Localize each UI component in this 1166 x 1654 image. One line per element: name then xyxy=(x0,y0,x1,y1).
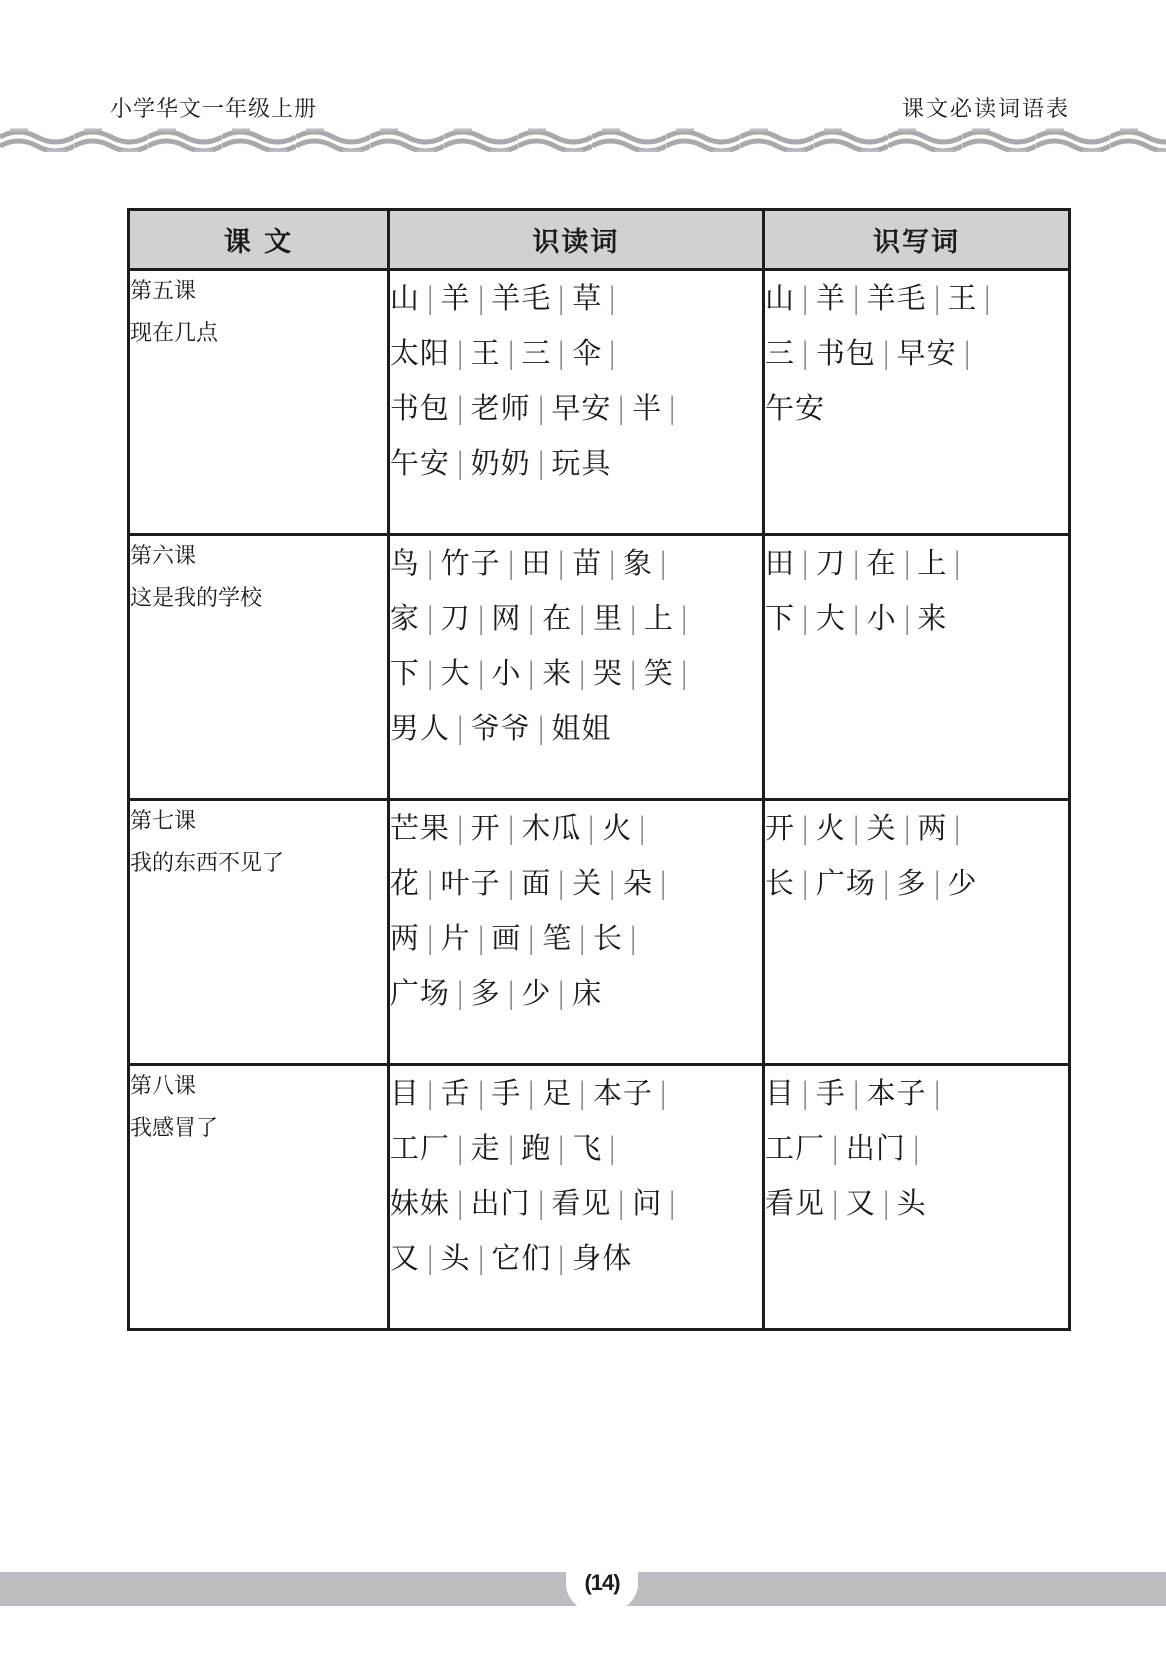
word-separator: | xyxy=(660,546,667,580)
vocab-word: 早安 xyxy=(551,391,612,425)
word-separator: | xyxy=(852,811,860,845)
vocab-word: 它们 xyxy=(491,1241,552,1275)
word-separator: | xyxy=(609,546,616,580)
word-separator: | xyxy=(427,866,434,900)
vocab-word: 目 xyxy=(389,1076,420,1110)
word-line xyxy=(390,1066,762,1121)
word-separator: | xyxy=(579,1076,586,1110)
vocab-word: 走 xyxy=(470,1131,501,1165)
word-separator: | xyxy=(680,601,688,635)
vocab-word: 关 xyxy=(866,811,897,845)
vocab-word: 羊 xyxy=(815,281,846,315)
vocab-word: 工厂 xyxy=(389,1131,450,1165)
table-row xyxy=(129,535,1070,800)
vocab-word: 出门 xyxy=(470,1186,531,1220)
word-separator: | xyxy=(882,336,890,370)
word-separator: | xyxy=(903,811,911,845)
page-number-badge xyxy=(566,1562,638,1614)
word-line xyxy=(390,591,762,646)
word-line xyxy=(765,1066,1068,1121)
lesson-cell xyxy=(129,535,389,800)
column-header-read-words: 识读词 xyxy=(388,210,763,270)
word-line xyxy=(390,856,762,911)
vocab-word: 画 xyxy=(491,921,522,955)
vocab-word: 广场 xyxy=(389,976,450,1010)
vocab-word: 头 xyxy=(440,1241,471,1275)
word-separator: | xyxy=(630,921,637,955)
word-separator: | xyxy=(457,391,464,425)
word-line xyxy=(390,381,762,436)
word-separator: | xyxy=(477,1241,485,1275)
word-separator: | xyxy=(912,1131,920,1165)
word-separator: | xyxy=(933,866,941,900)
page-number: (14) xyxy=(584,1570,620,1595)
word-separator: | xyxy=(832,1131,839,1165)
write-words-cell xyxy=(764,1065,1070,1330)
lesson-number: 第八课 xyxy=(130,1074,197,1099)
word-separator: | xyxy=(882,1186,890,1220)
vocab-word: 羊 xyxy=(440,281,471,315)
vocab-word: 火 xyxy=(815,811,846,845)
vocab-word: 身体 xyxy=(572,1241,633,1275)
vocab-word: 象 xyxy=(623,546,654,580)
word-separator: | xyxy=(882,866,890,900)
vocab-word: 在 xyxy=(866,546,897,580)
book-title: 小学华文一年级上册 xyxy=(110,97,318,122)
word-separator: | xyxy=(457,1131,464,1165)
read-words-cell xyxy=(388,535,763,800)
word-separator: | xyxy=(528,656,536,690)
word-separator: | xyxy=(528,1076,536,1110)
word-separator: | xyxy=(558,336,566,370)
word-line xyxy=(390,326,762,381)
lesson-cell xyxy=(129,800,389,1065)
vocab-word: 广场 xyxy=(815,866,876,900)
word-separator: | xyxy=(457,976,464,1010)
word-line xyxy=(390,271,762,326)
vocab-word: 书包 xyxy=(389,391,450,425)
word-separator: | xyxy=(427,1241,434,1275)
lesson-number: 第六课 xyxy=(130,544,197,569)
word-separator: | xyxy=(903,546,911,580)
word-separator: | xyxy=(558,281,566,315)
word-separator: | xyxy=(457,711,464,745)
vocab-word: 刀 xyxy=(815,546,846,580)
word-separator: | xyxy=(558,976,566,1010)
word-separator: | xyxy=(537,1186,545,1220)
word-separator: | xyxy=(427,601,434,635)
word-separator: | xyxy=(660,866,667,900)
word-separator: | xyxy=(427,656,434,690)
word-separator: | xyxy=(427,281,434,315)
vocab-word: 又 xyxy=(845,1186,876,1220)
word-line xyxy=(390,1231,762,1286)
lesson-title: 我感冒了 xyxy=(130,1116,219,1141)
vocab-word: 早安 xyxy=(896,336,957,370)
vocab-word: 看见 xyxy=(551,1186,612,1220)
word-separator: | xyxy=(609,1131,616,1165)
vocab-word: 网 xyxy=(491,601,522,635)
word-separator: | xyxy=(558,1131,566,1165)
word-line xyxy=(765,271,1068,326)
word-separator: | xyxy=(427,921,434,955)
word-separator: | xyxy=(477,1076,485,1110)
vocab-word: 手 xyxy=(491,1076,522,1110)
vocab-word: 火 xyxy=(602,811,633,845)
table-row xyxy=(129,800,1070,1065)
word-separator: | xyxy=(477,921,485,955)
word-separator: | xyxy=(579,921,586,955)
vocab-word: 妹妹 xyxy=(389,1186,450,1220)
vocab-word: 爷爷 xyxy=(470,711,531,745)
vocab-word: 家 xyxy=(389,601,420,635)
word-line xyxy=(390,801,762,856)
word-line xyxy=(765,801,1068,856)
word-line xyxy=(390,911,762,966)
word-separator: | xyxy=(477,281,485,315)
word-separator: | xyxy=(660,1076,667,1110)
word-separator: | xyxy=(802,281,809,315)
column-header-lesson: 课 文 xyxy=(129,210,389,270)
lesson-cell xyxy=(129,1065,389,1330)
word-separator: | xyxy=(680,656,688,690)
word-separator: | xyxy=(984,281,992,315)
word-separator: | xyxy=(457,1186,464,1220)
vocab-word: 午安 xyxy=(765,391,826,425)
word-separator: | xyxy=(903,601,911,635)
vocab-word: 长 xyxy=(593,921,624,955)
word-separator: | xyxy=(457,446,464,480)
vocab-word: 草 xyxy=(572,281,603,315)
vocab-word: 山 xyxy=(389,281,420,315)
word-separator: | xyxy=(507,976,515,1010)
word-separator: | xyxy=(579,601,586,635)
vocab-word: 本子 xyxy=(866,1076,927,1110)
column-header-write-words: 识写词 xyxy=(764,210,1070,270)
word-separator: | xyxy=(507,336,515,370)
vocab-word: 两 xyxy=(389,921,420,955)
vocab-word: 伞 xyxy=(572,336,603,370)
vocab-word: 跑 xyxy=(521,1131,552,1165)
vocab-word: 开 xyxy=(470,811,501,845)
vocab-word: 奶奶 xyxy=(470,446,531,480)
vocab-word: 三 xyxy=(521,336,552,370)
vocab-word: 笑 xyxy=(643,656,674,690)
word-separator: | xyxy=(639,811,646,845)
word-line xyxy=(390,536,762,591)
vocab-word: 两 xyxy=(917,811,948,845)
vocab-word: 开 xyxy=(765,811,796,845)
word-separator: | xyxy=(630,656,637,690)
vocab-word: 来 xyxy=(917,601,948,635)
vocab-word: 羊毛 xyxy=(491,281,552,315)
vocab-word: 小 xyxy=(866,601,897,635)
vocab-word: 面 xyxy=(521,866,552,900)
write-words-cell xyxy=(764,535,1070,800)
vocab-word: 叶子 xyxy=(440,866,501,900)
vocab-word: 小 xyxy=(491,656,522,690)
vocab-word: 目 xyxy=(765,1076,796,1110)
word-separator: | xyxy=(669,391,676,425)
word-separator: | xyxy=(802,601,809,635)
word-separator: | xyxy=(507,811,515,845)
word-separator: | xyxy=(427,1076,434,1110)
vocab-word: 竹子 xyxy=(440,546,501,580)
word-separator: | xyxy=(609,866,616,900)
word-line xyxy=(390,701,762,756)
word-separator: | xyxy=(852,601,860,635)
vocab-word: 王 xyxy=(947,281,978,315)
word-line xyxy=(390,966,762,1021)
vocab-word: 玩具 xyxy=(551,446,612,480)
vocab-word: 大 xyxy=(815,601,846,635)
read-words-cell xyxy=(388,1065,763,1330)
vocab-word: 多 xyxy=(470,976,501,1010)
vocab-word: 手 xyxy=(815,1076,846,1110)
vocab-word: 足 xyxy=(542,1076,573,1110)
lesson-title: 现在几点 xyxy=(130,321,219,346)
word-separator: | xyxy=(802,336,809,370)
lesson-title: 我的东西不见了 xyxy=(130,851,285,876)
section-title: 课文必读词语表 xyxy=(901,97,1070,122)
word-separator: | xyxy=(558,866,566,900)
read-words-cell xyxy=(388,800,763,1065)
vocab-word: 本子 xyxy=(593,1076,654,1110)
word-separator: | xyxy=(609,281,616,315)
word-separator: | xyxy=(852,281,860,315)
word-separator: | xyxy=(427,546,434,580)
word-separator: | xyxy=(802,546,809,580)
vocab-word: 下 xyxy=(389,656,420,690)
vocab-word: 工厂 xyxy=(765,1131,826,1165)
word-separator: | xyxy=(507,546,515,580)
vocab-word: 田 xyxy=(765,546,796,580)
vocab-word: 在 xyxy=(542,601,573,635)
word-line xyxy=(765,856,1068,911)
vocab-word: 片 xyxy=(440,921,471,955)
vocab-word: 哭 xyxy=(593,656,624,690)
vocab-word: 下 xyxy=(765,601,796,635)
vocab-word: 书包 xyxy=(815,336,876,370)
word-separator: | xyxy=(954,546,962,580)
word-line xyxy=(390,1121,762,1176)
wave-border-decoration xyxy=(0,128,1166,152)
word-separator: | xyxy=(618,391,626,425)
word-separator: | xyxy=(802,811,809,845)
word-separator: | xyxy=(852,1076,860,1110)
vocab-word: 关 xyxy=(572,866,603,900)
word-line xyxy=(390,1176,762,1231)
vocab-word: 羊毛 xyxy=(866,281,927,315)
vocab-word: 看见 xyxy=(765,1186,826,1220)
word-separator: | xyxy=(477,656,485,690)
vocab-word: 田 xyxy=(521,546,552,580)
word-separator: | xyxy=(537,446,545,480)
vocab-word: 半 xyxy=(632,391,663,425)
vocab-word: 男人 xyxy=(389,711,450,745)
word-separator: | xyxy=(933,1076,941,1110)
vocab-word: 刀 xyxy=(440,601,471,635)
lesson-number: 第五课 xyxy=(130,279,197,304)
vocab-word: 笔 xyxy=(542,921,573,955)
word-separator: | xyxy=(537,391,545,425)
word-separator: | xyxy=(537,711,545,745)
lesson-title: 这是我的学校 xyxy=(130,586,263,611)
word-separator: | xyxy=(507,866,515,900)
word-separator: | xyxy=(963,336,971,370)
word-separator: | xyxy=(618,1186,626,1220)
vocab-word: 山 xyxy=(765,281,796,315)
word-separator: | xyxy=(933,281,941,315)
vocab-word: 王 xyxy=(470,336,501,370)
write-words-cell xyxy=(764,270,1070,535)
table-row xyxy=(129,1065,1070,1330)
vocab-word: 头 xyxy=(896,1186,927,1220)
word-separator: | xyxy=(802,866,809,900)
word-line xyxy=(390,436,762,491)
vocab-word: 舌 xyxy=(440,1076,471,1110)
vocab-word: 上 xyxy=(643,601,674,635)
word-separator: | xyxy=(528,601,536,635)
vocab-word: 朵 xyxy=(623,866,654,900)
vocab-word: 出门 xyxy=(845,1131,906,1165)
word-separator: | xyxy=(802,1076,809,1110)
vocab-word: 花 xyxy=(389,866,420,900)
word-separator: | xyxy=(457,336,464,370)
word-line xyxy=(765,536,1068,591)
vocab-word: 问 xyxy=(632,1186,663,1220)
word-separator: | xyxy=(609,336,616,370)
lesson-cell xyxy=(129,270,389,535)
vocab-word: 里 xyxy=(593,601,624,635)
vocab-word: 老师 xyxy=(470,391,531,425)
word-separator: | xyxy=(558,1241,566,1275)
word-separator: | xyxy=(528,921,536,955)
word-line xyxy=(765,326,1068,381)
vocab-word: 来 xyxy=(542,656,573,690)
vocab-word: 姐姐 xyxy=(551,711,612,745)
table-header-row xyxy=(129,210,1070,270)
word-line xyxy=(765,1121,1068,1176)
vocabulary-table xyxy=(127,208,1071,1331)
vocab-word: 苗 xyxy=(572,546,603,580)
word-separator: | xyxy=(852,546,860,580)
word-line xyxy=(765,1176,1068,1231)
vocab-word: 太阳 xyxy=(389,336,450,370)
vocab-word: 三 xyxy=(765,336,796,370)
write-words-cell xyxy=(764,800,1070,1065)
word-separator: | xyxy=(588,811,596,845)
vocab-word: 又 xyxy=(389,1241,420,1275)
vocab-word: 飞 xyxy=(572,1131,603,1165)
word-separator: | xyxy=(579,656,586,690)
vocab-word: 少 xyxy=(947,866,978,900)
word-separator: | xyxy=(954,811,962,845)
vocab-word: 上 xyxy=(917,546,948,580)
lesson-number: 第七课 xyxy=(130,809,197,834)
vocab-word: 鸟 xyxy=(389,546,420,580)
word-separator: | xyxy=(558,546,566,580)
word-separator: | xyxy=(669,1186,676,1220)
vocab-word: 木瓜 xyxy=(521,811,582,845)
word-separator: | xyxy=(507,1131,515,1165)
word-separator: | xyxy=(832,1186,839,1220)
table-row xyxy=(129,270,1070,535)
vocab-word: 大 xyxy=(440,656,471,690)
word-line xyxy=(765,591,1068,646)
vocab-word: 午安 xyxy=(389,446,450,480)
read-words-cell xyxy=(388,270,763,535)
word-separator: | xyxy=(477,601,485,635)
word-line xyxy=(390,646,762,701)
vocab-word: 床 xyxy=(572,976,603,1010)
word-separator: | xyxy=(630,601,637,635)
vocab-word: 少 xyxy=(521,976,552,1010)
vocab-word: 芒果 xyxy=(389,811,450,845)
word-separator: | xyxy=(457,811,464,845)
word-line xyxy=(765,381,1068,436)
vocab-word: 长 xyxy=(765,866,796,900)
vocab-word: 多 xyxy=(896,866,927,900)
